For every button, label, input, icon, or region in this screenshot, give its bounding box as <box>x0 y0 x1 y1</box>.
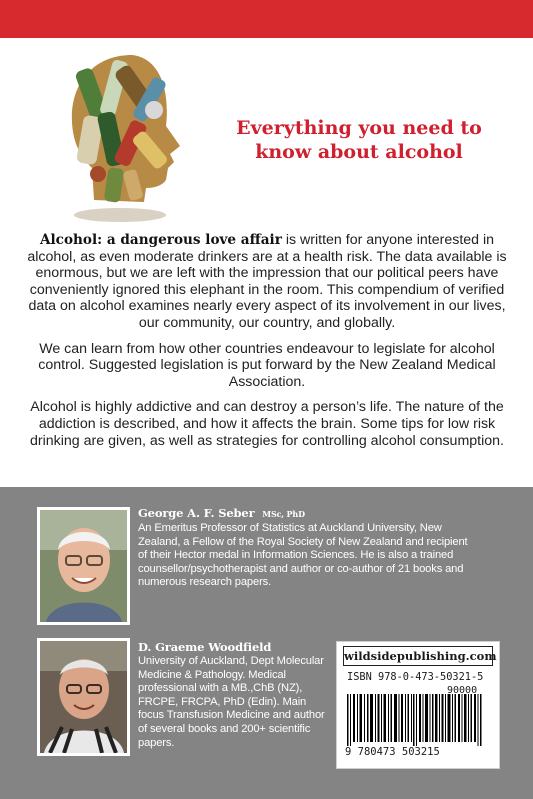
author-bio-text: University of Auckland, Dept Molecular Medicine & Pathology. Medical professional with a MB.,ChB (NZ), FRCPE, FRCPA, PhD (Edin). Main focus Transfusion Medicine and author of several books and 200+ scientific papers. <box>138 655 325 749</box>
book-title: Alcohol: a dangerous love affair <box>39 232 282 248</box>
description-paragraph-1 <box>22 232 512 332</box>
price-code: 90000 <box>447 685 478 696</box>
tagline <box>200 116 518 164</box>
barcode-block <box>336 641 500 769</box>
tagline-line-2: know about alcohol <box>255 141 463 163</box>
author-bio-seber <box>138 505 478 590</box>
description-paragraph-1-text: is written for anyone interested in alcohol, as even moderate drinkers are at a health risk. The data available is enormous, but we are left with the impression that our political peers have conveniently ignored this elephant in the room. This compendium of verified data on alcohol examines nearly every aspect of its involvement in our lives, our community, our country, and globally. <box>27 232 507 331</box>
description-paragraph-2: We can learn from how other countries endeavour to legislate for alcohol control. Suggested legislation is put forward by the New Zealand Medical Association. <box>38 340 496 390</box>
author-photo-woodfield <box>37 638 130 756</box>
author-name-heading <box>138 505 478 522</box>
author-name: George A. F. Seber <box>138 506 255 520</box>
description-paragraph-3: Alcohol is highly addictive and can destroy a person’s life. The nature of the addiction is described, and how it affects the brain. Some tips for low risk drinking are given, as well as strategies for controlling alcohol consumption. <box>30 399 504 449</box>
author-bio-text: An Emeritus Professor of Statistics at Auckland University, New Zealand, a Fellow of the Royal Society of New Zealand and recipient of their Hector medal in Information Sciences. He is also a trained counsellor/psychotherapist and author or co-author of 21 books and numerous research papers. <box>138 522 468 589</box>
bottle-head-illustration <box>62 50 202 225</box>
author-bio-woodfield <box>138 639 326 750</box>
isbn-text: ISBN 978-0-473-50321-5 <box>347 671 484 683</box>
top-red-band <box>0 0 533 38</box>
author-degrees: MSc, PhD <box>262 509 305 519</box>
tagline-line-1: Everything you need to <box>236 117 482 139</box>
book-description <box>22 232 512 458</box>
author-name: D. Graeme Woodfield <box>138 640 272 654</box>
author-photo-seber <box>37 507 130 625</box>
publisher-url: wildsidepublishing.com <box>343 646 493 666</box>
barcode-number: 9 780473 503215 <box>345 746 440 758</box>
